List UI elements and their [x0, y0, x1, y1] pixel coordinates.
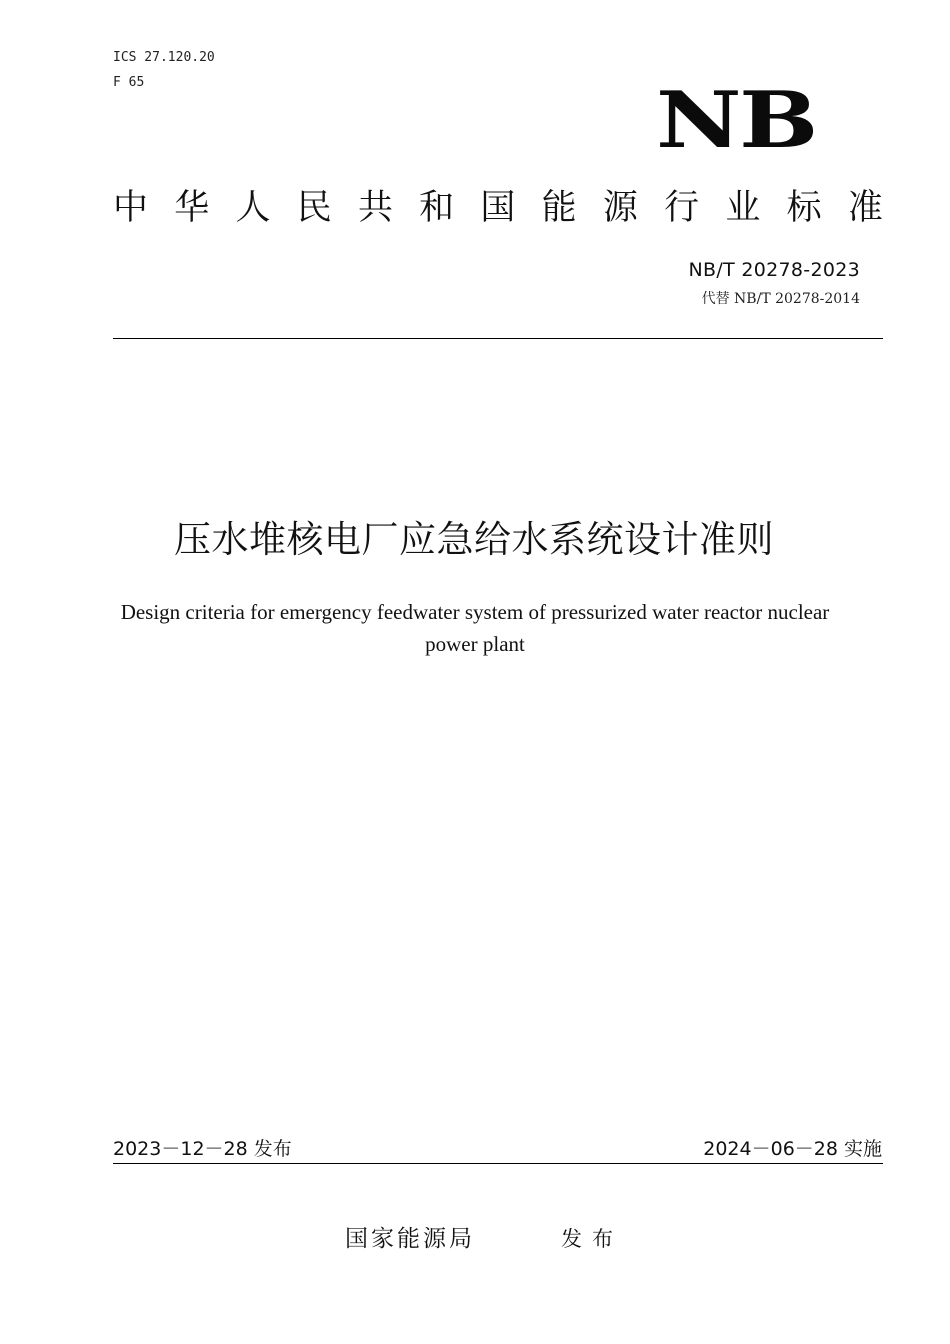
ccs-code: F 65 [113, 75, 145, 90]
standard-type-char: 人 [235, 188, 271, 228]
publish-label: 发布 [561, 1227, 623, 1251]
english-title-line-2: power plant [425, 632, 525, 656]
nb-logo: NB [656, 75, 816, 166]
replaced-standard: 代替 NB/T 20278-2014 [701, 291, 860, 307]
header-divider [113, 338, 883, 339]
chinese-title [0, 512, 950, 568]
chinese-title-text: 压水堆核电厂应急给水系统设计准则 [174, 518, 774, 561]
standard-type-char: 民 [296, 188, 332, 228]
publisher-name: 国家能源局 [345, 1226, 475, 1252]
standard-number: NB/T 20278-2023 [688, 259, 860, 281]
standard-type-char: 准 [847, 188, 883, 228]
standard-type-char: 和 [419, 188, 455, 228]
standard-type-char: 能 [541, 188, 577, 228]
standard-type-char: 标 [786, 188, 822, 228]
english-title-line-1: Design criteria for emergency feedwater system of pressurized water reactor nuclear [120, 600, 830, 624]
implementation-date: 2024－06－28 实施 [703, 1138, 882, 1160]
date-divider [113, 1163, 883, 1164]
ics-code: ICS 27.120.20 [113, 50, 215, 65]
english-title [95, 596, 855, 660]
standard-type-char: 业 [725, 188, 761, 228]
issue-date: 2023－12－28 发布 [113, 1138, 292, 1160]
standard-type-char: 国 [480, 188, 516, 228]
standard-type-char: 华 [174, 188, 210, 228]
standard-type-title [113, 186, 883, 230]
standard-type-char: 源 [602, 188, 638, 228]
standard-type-char: 行 [664, 188, 700, 228]
standard-type-char: 共 [357, 188, 393, 228]
standard-type-char: 中 [113, 188, 149, 228]
